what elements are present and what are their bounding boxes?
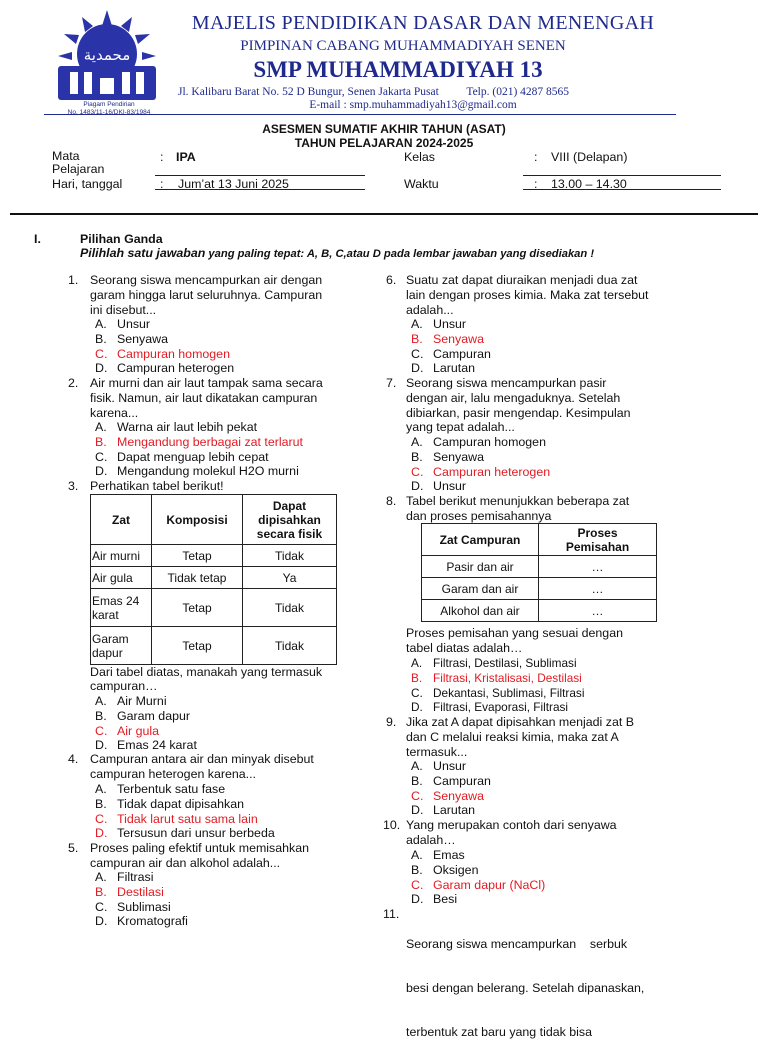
q1-line: garam hingga larut seluruhnya. Campuran — [90, 287, 323, 302]
q8-line: Proses pemisahan yang sesuai dengan — [406, 626, 623, 640]
q3-option-a[interactable]: A. Air Murni — [95, 694, 167, 708]
q5-number: 5. — [68, 841, 79, 855]
q4-option-b[interactable]: B. Tidak dapat dipisahkan — [95, 796, 244, 811]
q9-option-a[interactable]: A. Unsur — [411, 759, 467, 773]
q4-options — [95, 782, 275, 841]
q3-option-b[interactable]: B. Garam dapur — [95, 708, 191, 723]
hari-underline — [155, 189, 365, 190]
table-cell: Ya — [243, 567, 337, 589]
table-cell: Garam dan air — [422, 578, 539, 600]
q4-option-d[interactable]: D. Tersusun dari unsur berbeda — [95, 826, 275, 841]
mapel-value: IPA — [176, 150, 196, 164]
mapel-label — [52, 150, 104, 176]
q8-options — [411, 656, 584, 715]
hari-label: Hari, tanggal — [52, 177, 123, 191]
q1-option-c[interactable]: C. Campuran homogen — [95, 346, 230, 361]
table-cell: Tidak tetap — [152, 567, 243, 589]
q3-lead: Perhatikan tabel berikut! — [90, 479, 224, 493]
q8-line: dan proses pemisahannya — [406, 508, 552, 523]
q3-stem — [90, 665, 322, 693]
kop-line-2: PIMPINAN CABANG MUHAMMADIYAH SENEN — [240, 38, 566, 54]
table-cell: Tetap — [152, 545, 243, 567]
q8-stem-2 — [406, 626, 623, 656]
q9-stem — [406, 715, 634, 759]
q10-stem — [406, 818, 617, 848]
q5-option-c[interactable]: C. Sublimasi — [95, 899, 171, 914]
charter-title: Piagam Pendirian — [83, 101, 135, 108]
q4-option-a[interactable]: A. Terbentuk satu fase — [95, 782, 226, 796]
mapel-label-2: Pelajaran — [52, 162, 105, 176]
q2-options — [95, 420, 303, 479]
q1-number: 1. — [68, 273, 79, 287]
school-name: SMP MUHAMMADIYAH 13 — [253, 57, 543, 82]
q2-number: 2. — [68, 376, 79, 390]
q5-options — [95, 870, 188, 929]
q10-line: Yang merupakan contoh dari senyawa — [406, 818, 617, 832]
table-cell: Pasir dan air — [422, 556, 539, 578]
table-cell: … — [539, 556, 657, 578]
q10-option-b[interactable]: B. Oksigen — [411, 862, 479, 877]
q6-number: 6. — [386, 273, 397, 287]
q7-number: 7. — [386, 376, 397, 390]
q7-option-d[interactable]: D. Unsur — [411, 479, 467, 494]
q10-options — [411, 848, 545, 907]
q2-option-a[interactable]: A. Warna air laut lebih pekat — [95, 420, 258, 434]
instruction-rest: yang paling tepat: A, B, C,atau D pada lembar jawaban yang disediakan ! — [205, 248, 595, 260]
q11-line: terbentuk zat baru yang tidak bisa — [406, 1025, 592, 1040]
q7-options — [411, 435, 550, 494]
q5-option-a[interactable]: A. Filtrasi — [95, 870, 154, 884]
q4-line: Campuran antara air dan minyak disebut — [90, 752, 314, 766]
q6-line: lain dengan proses kimia. Maka zat tersebut — [406, 287, 649, 302]
q8-option-c[interactable]: C. Dekantasi, Sublimasi, Filtrasi — [411, 685, 585, 700]
q8-line: Tabel berikut menunjukkan beberapa zat — [406, 494, 630, 508]
kelas-value: VIII (Delapan) — [551, 150, 628, 164]
exam-year: TAHUN PELAJARAN 2024-2025 — [294, 136, 474, 150]
table-cell: Tetap — [152, 627, 243, 665]
table-cell: Tidak — [243, 589, 337, 627]
school-email: E-mail : smp.muhammadiyah13@gmail.com — [309, 99, 517, 111]
hari-value: Jum’at 13 Juni 2025 — [178, 177, 289, 191]
q3-number: 3. — [68, 479, 79, 493]
section-divider — [10, 213, 758, 215]
q10-option-c[interactable]: C. Garam dapur (NaCl) — [411, 877, 546, 892]
q6-stem — [406, 273, 648, 317]
q6-option-a[interactable]: A. Unsur — [411, 317, 467, 331]
q9-option-c[interactable]: C. Senyawa — [411, 788, 484, 803]
q10-number: 10. — [383, 818, 401, 832]
waktu-label: Waktu — [404, 177, 439, 191]
q6-option-b[interactable]: B. Senyawa — [411, 331, 484, 346]
q3-table — [90, 494, 337, 665]
q8-th-zat: Zat Campuran — [422, 524, 539, 556]
q2-option-b[interactable]: B. Mengandung berbagai zat terlarut — [95, 434, 303, 449]
school-phone: Telp. (021) 4287 8565 — [466, 86, 570, 98]
q11-line: besi dengan belerang. Setelah dipanaskan, — [406, 980, 645, 995]
q9-number: 9. — [386, 715, 397, 729]
q1-line: ini disebut... — [90, 302, 157, 317]
table-cell: Tidak — [243, 627, 337, 665]
q8-line: tabel diatas adalah… — [406, 640, 523, 655]
table-cell: Emas 24 karat — [91, 589, 152, 627]
kelas-colon: : — [534, 150, 538, 164]
table-cell: Alkohol dan air — [422, 600, 539, 622]
q7-stem — [406, 376, 631, 435]
q11-stem — [406, 907, 644, 1055]
q10-option-d[interactable]: D. Besi — [411, 892, 458, 907]
q5-option-d[interactable]: D. Kromatografi — [95, 914, 188, 929]
q9-line: Jika zat A dapat dipisahkan menjadi zat B — [406, 715, 634, 729]
section-instruction — [80, 246, 594, 260]
q8-number: 8. — [386, 494, 397, 508]
q7-line: Seorang siswa mencampurkan pasir — [406, 376, 607, 390]
q2-option-d[interactable]: D. Mengandung molekul H2O murni — [95, 464, 299, 479]
muhammadiyah-sun-icon — [52, 8, 162, 104]
q4-option-c[interactable]: C. Tidak larut satu sama lain — [95, 811, 258, 826]
kop-rule — [44, 114, 676, 115]
q11-number: 11. — [383, 907, 400, 921]
q3-th-zat: Zat — [91, 495, 152, 545]
q10-option-a[interactable]: A. Emas — [411, 848, 465, 862]
q9-option-b[interactable]: B. Campuran — [411, 773, 491, 788]
q9-options — [411, 759, 491, 818]
q2-option-c[interactable]: C. Dapat menguap lebih cepat — [95, 449, 269, 464]
school-logo — [52, 8, 162, 104]
q4-line: campuran heterogen karena... — [90, 766, 257, 781]
q2-line: Air murni dan air laut tampak sama secara — [90, 376, 323, 390]
mapel-colon: : — [160, 150, 164, 164]
q8-option-d[interactable]: D. Filtrasi, Evaporasi, Filtrasi — [411, 700, 569, 715]
q3-line: Dari tabel diatas, manakah yang termasuk — [90, 665, 323, 679]
table-cell: Air murni — [91, 545, 152, 567]
kelas-underline — [523, 175, 721, 176]
q3-line: campuran… — [90, 679, 158, 693]
q1-line: Seorang siswa mencampurkan air dengan — [90, 273, 323, 287]
q7-option-b[interactable]: B. Senyawa — [411, 449, 484, 464]
table-cell: Tidak — [243, 545, 337, 567]
q5-line: campuran air dan alkohol adalah... — [90, 855, 281, 870]
q2-stem — [90, 376, 323, 420]
q5-stem — [90, 841, 309, 871]
section-title: Pilihan Ganda — [80, 232, 163, 246]
q6-option-c[interactable]: C. Campuran — [411, 346, 491, 361]
hari-colon: : — [160, 177, 164, 191]
q7-line: yang tepat adalah... — [406, 420, 515, 435]
table-cell: Air gula — [91, 567, 152, 589]
instruction-lead: Pilihlah satu jawaban — [80, 246, 206, 260]
q4-stem — [90, 752, 314, 782]
q9-option-d[interactable]: D. Larutan — [411, 803, 476, 818]
q1-options — [95, 317, 234, 376]
q7-line: dibiarkan, pasir mengendap. Kesimpulan — [406, 405, 631, 420]
q2-line: karena... — [90, 405, 139, 420]
charter-number: No. 1483/11-16/DKI-83/1984 — [67, 108, 151, 116]
q6-line: Suatu zat dapat diuraikan menjadi dua zat — [406, 273, 638, 287]
q5-line: Proses paling efektif untuk memisahkan — [90, 841, 310, 855]
q10-line: adalah… — [406, 832, 456, 847]
q9-line: dan C melalui reaksi kimia, maka zat A — [406, 729, 619, 744]
mapel-underline — [155, 175, 365, 176]
q1-option-a[interactable]: A. Unsur — [95, 317, 151, 331]
waktu-underline — [523, 189, 721, 190]
q6-options — [411, 317, 491, 376]
q5-option-b[interactable]: B. Destilasi — [95, 884, 164, 899]
kelas-label: Kelas — [404, 150, 435, 164]
table-cell: Tetap — [152, 589, 243, 627]
q3-option-d[interactable]: D. Emas 24 karat — [95, 738, 197, 753]
q3-th-komposisi: Komposisi — [152, 495, 243, 545]
table-cell: Garam dapur — [91, 627, 152, 665]
section-number: I. — [34, 232, 41, 246]
q3-th-dipisahkan: Dapat dipisahkan secara fisik — [243, 495, 337, 545]
logo-text: محمدية — [83, 46, 131, 64]
q7-line: dengan air, lalu mengaduknya. Setelah — [406, 390, 621, 405]
waktu-colon: : — [534, 177, 538, 191]
kop-line-1: MAJELIS PENDIDIKAN DASAR DAN MENENGAH — [191, 12, 655, 34]
q11-line: Seorang siswa mencampurkan serbuk — [406, 936, 628, 951]
q1-option-d[interactable]: D. Campuran heterogen — [95, 361, 235, 376]
q1-option-b[interactable]: B. Senyawa — [95, 331, 168, 346]
school-address: Jl. Kalibaru Barat No. 52 D Bungur, Senen Jakarta Pusat — [178, 86, 439, 98]
q8-option-b[interactable]: B. Filtrasi, Kristalisasi, Destilasi — [411, 670, 582, 685]
q8-th-proses: Proses Pemisahan — [539, 524, 657, 556]
q2-line: fisik. Namun, air laut dikatakan campuran — [90, 390, 318, 405]
q7-option-a[interactable]: A. Campuran homogen — [411, 435, 546, 449]
table-cell: … — [539, 578, 657, 600]
school-address-line — [178, 86, 569, 98]
q8-table — [421, 523, 657, 622]
q9-line: termasuk... — [406, 744, 468, 759]
mapel-label-1: Mata — [52, 149, 80, 163]
exam-title: ASESMEN SUMATIF AKHIR TAHUN (ASAT) — [262, 122, 506, 136]
q4-number: 4. — [68, 752, 79, 766]
q3-option-c[interactable]: C. Air gula — [95, 723, 160, 738]
q8-option-a[interactable]: A. Filtrasi, Destilasi, Sublimasi — [411, 656, 577, 670]
q8-stem — [406, 494, 629, 524]
q7-option-c[interactable]: C. Campuran heterogen — [411, 464, 551, 479]
q3-options — [95, 694, 197, 753]
waktu-value: 13.00 – 14.30 — [551, 177, 627, 191]
q6-line: adalah... — [406, 302, 454, 317]
q1-stem — [90, 273, 322, 317]
q6-option-d[interactable]: D. Larutan — [411, 361, 476, 376]
table-cell: … — [539, 600, 657, 622]
